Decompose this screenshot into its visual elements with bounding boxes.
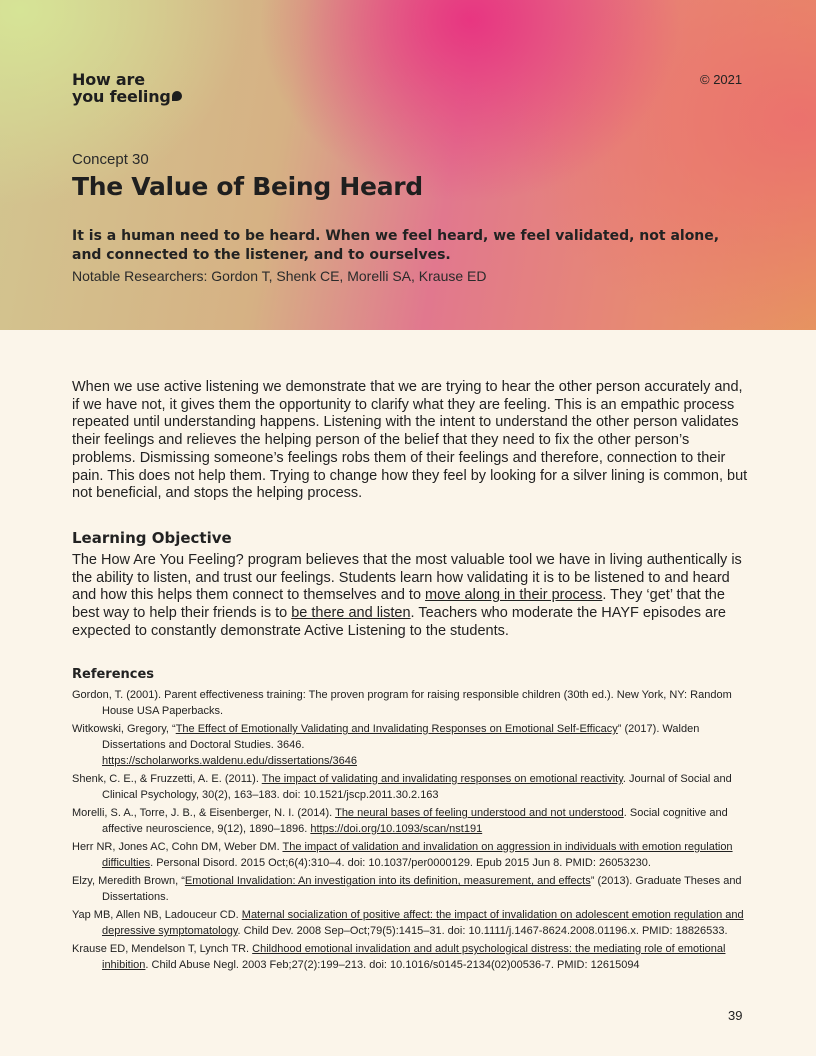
reference-text: . Child Dev. 2008 Sep–Oct;79(5):1415–31. doi: 10.1111/j.1467-8624.2008.01196.x. PMID: 18826533. bbox=[237, 925, 728, 937]
page-title: The Value of Being Heard bbox=[72, 172, 423, 201]
reference-text: Krause ED, Mendelson T, Lynch TR. bbox=[72, 943, 253, 955]
reference-item bbox=[72, 873, 752, 905]
reference-text: Herr NR, Jones AC, Cohn DM, Weber DM. bbox=[72, 841, 283, 853]
reference-item bbox=[72, 771, 752, 803]
reference-item bbox=[72, 805, 752, 837]
reference-text: Shenk, C. E., & Fruzzetti, A. E. (2011). bbox=[72, 773, 262, 785]
speech-bubble-icon bbox=[172, 91, 182, 101]
lo-text-2: . They ‘get’ that the best way to help their friends is to bbox=[72, 587, 725, 622]
reference-url-link[interactable]: https://scholarworks.waldenu.edu/dissertations/3646 bbox=[102, 755, 357, 767]
reference-text: Witkowski, Gregory, “ bbox=[72, 723, 176, 735]
learning-objective-paragraph bbox=[72, 552, 752, 641]
reference-text: . Personal Disord. 2015 Oct;6(4):310–4. doi: 10.1037/per0000129. Epub 2015 Jun 8. PMID: 26053230. bbox=[150, 857, 651, 869]
lo-text-3: . Teachers who moderate the HAYF episodes are expected to constantly demonstrate Active Listening to the students. bbox=[72, 605, 726, 639]
reference-item bbox=[72, 941, 752, 973]
move-along-link[interactable]: move along in their process bbox=[425, 587, 603, 604]
how-are-you-feeling-logo bbox=[72, 71, 182, 105]
reference-link[interactable]: The impact of validating and invalidating responses on emotional reactivity bbox=[261, 773, 623, 785]
reference-link[interactable]: Emotional Invalidation: An investigation into its definition, measurement, and effects bbox=[184, 875, 591, 887]
reference-text: . Child Abuse Negl. 2003 Feb;27(2):199–213. doi: 10.1016/s0145-2134(02)00536-7. PMID: 12615094 bbox=[145, 959, 640, 971]
learning-objective-heading: Learning Objective bbox=[72, 529, 232, 547]
reference-link[interactable]: The neural bases of feeling understood and not understood bbox=[335, 807, 624, 819]
reference-item bbox=[72, 907, 752, 939]
reference-url-link[interactable]: https://doi.org/10.1093/scan/nst191 bbox=[310, 823, 483, 835]
tagline: It is a human need to be heard. When we feel heard, we feel validated, not alone, and connected to the listener, and to ourselves. bbox=[72, 228, 720, 263]
reference-item bbox=[72, 839, 752, 871]
logo-line-2 bbox=[72, 88, 182, 105]
logo-line-1: How are bbox=[72, 70, 145, 89]
lo-text-1: The How Are You Feeling? program believes that the most valuable tool we have in living authentically is the ability to listen, and trust our feelings. Students learn how validating it is to be listened to and heard and how this helps them connect to themselves and to bbox=[72, 552, 742, 604]
reference-link[interactable]: The impact of validation and invalidation on aggression in individuals with emotion regulation difficulties bbox=[102, 841, 733, 869]
reference-link[interactable]: Maternal socialization of positive affect: the impact of invalidation on adolescent emotion regulation and depressive symptomatology bbox=[102, 909, 744, 937]
notable-researchers: Notable Researchers: Gordon T, Shenk CE, Morelli SA, Krause ED bbox=[72, 268, 487, 284]
logo-line-2-text: you feeling bbox=[72, 87, 171, 106]
reference-text: ” (2017). Walden Dissertations and Doctoral Studies. 3646. bbox=[102, 723, 700, 751]
references-heading: References bbox=[72, 667, 155, 682]
reference-text: ” (2013). Graduate Theses and Dissertations. bbox=[102, 875, 742, 903]
reference-text: Elzy, Meredith Brown, “ bbox=[72, 875, 185, 887]
references-list bbox=[72, 687, 752, 975]
reference-text: Yap MB, Allen NB, Ladouceur CD. bbox=[72, 909, 242, 921]
reference-link[interactable]: Childhood emotional invalidation and adult psychological distress: the mediating role of emotional inhibition bbox=[102, 943, 726, 971]
be-there-and-listen-link[interactable]: be there and listen bbox=[291, 605, 411, 622]
concept-label: Concept 30 bbox=[72, 151, 149, 168]
intro-paragraph: When we use active listening we demonstrate that we are trying to hear the other person accurately and, if we have not, it gives them the opportunity to clarify what they are feeling. This is an empathic process repeated until understanding happens. Listening with the intent to understand the other person validates their feelings and relieves the helping person of the belief that they need to fix the other person’s problems. Dismissing someone’s feelings robs them of their feelings and therefore, connection to their pain. This does not help them. Trying to change how they feel by looking for a silver lining is common, but not beneficial, and stops the helping process. bbox=[72, 379, 748, 502]
reference-link[interactable]: The Effect of Emotionally Validating and Invalidating Responses on Emotional Self-Efficacy bbox=[175, 723, 618, 735]
reference-item bbox=[72, 721, 752, 769]
reference-text: Morelli, S. A., Torre, J. B., & Eisenberger, N. I. (2014). bbox=[72, 807, 336, 819]
reference-text: . Social cognitive and affective neuroscience, 9(12), 1890–1896. bbox=[102, 807, 728, 835]
reference-text: . Journal of Social and Clinical Psychology, 30(2), 163–183. doi: 10.1521/jscp.2011.30.2.163 bbox=[102, 773, 732, 801]
header-gradient-banner bbox=[0, 0, 816, 330]
copyright: © 2021 bbox=[700, 72, 743, 87]
reference-text: Gordon, T. (2001). Parent effectiveness training: The proven program for raising responsible children (30th ed.). New York, NY: Random House USA Paperbacks. bbox=[72, 689, 732, 717]
reference-item bbox=[72, 687, 752, 719]
page-number: 39 bbox=[728, 1008, 743, 1023]
